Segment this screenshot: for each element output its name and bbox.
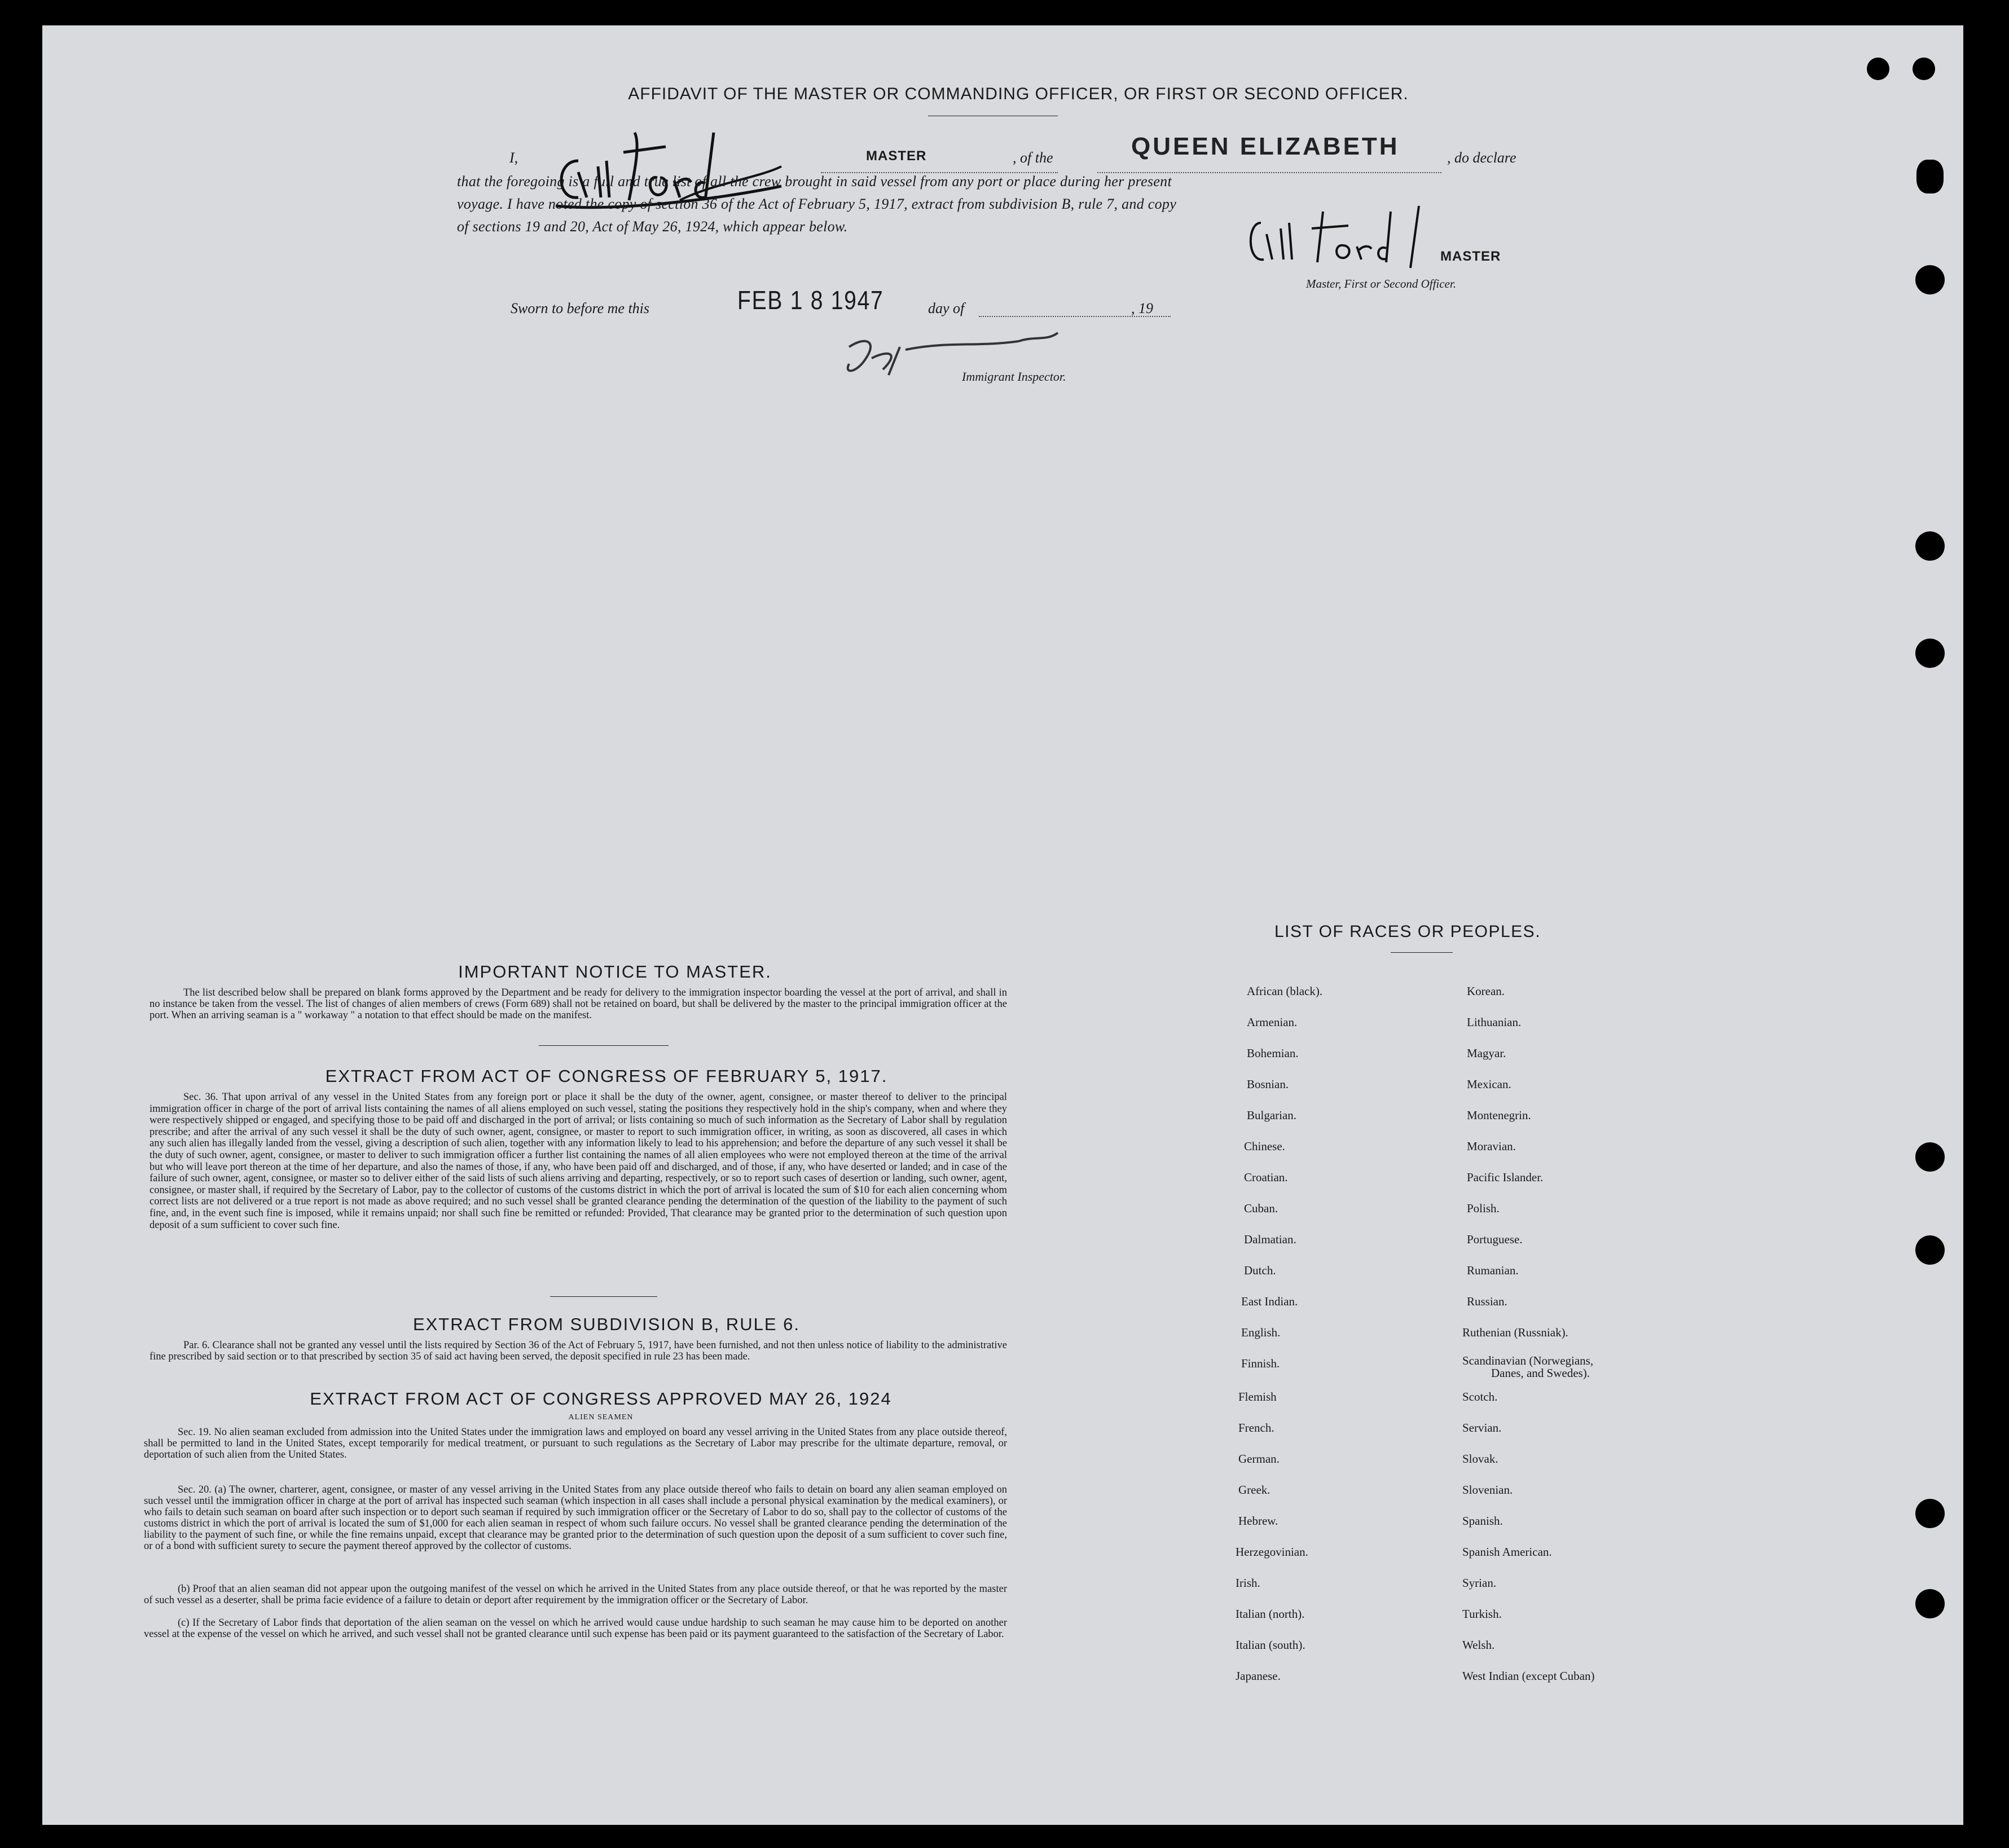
officer-caption: Master, First or Second Officer. (1306, 277, 1456, 291)
races-title: LIST OF RACES OR PEOPLES. (1274, 922, 1541, 941)
binder-hole (1915, 639, 1945, 668)
race-item: East Indian. (1241, 1295, 1298, 1308)
binder-hole (1916, 160, 1944, 193)
declaration-line-4: of sections 19 and 20, Act of May 26, 1924, which appear below. (457, 218, 848, 235)
race-item: African (black). (1247, 984, 1323, 998)
race-item: Rumanian. (1467, 1264, 1519, 1277)
race-item: German. (1238, 1452, 1280, 1466)
race-item: Korean. (1467, 984, 1505, 998)
race-item: Chinese. (1244, 1139, 1285, 1153)
race-item: Syrian. (1462, 1576, 1497, 1590)
race-item: French. (1238, 1421, 1274, 1435)
binder-hole (1915, 1499, 1945, 1528)
binder-hole (1915, 265, 1945, 294)
binder-hole (1915, 1589, 1945, 1618)
race-item: Slovenian. (1462, 1483, 1513, 1497)
document-page (42, 25, 1963, 1825)
races-title-rule (1391, 952, 1453, 953)
extract-1917-title: EXTRACT FROM ACT OF CONGRESS OF FEBRUARY 5, 1917. (325, 1066, 888, 1086)
rule6-body: Par. 6. Clearance shall not be granted any vessel until the lists required by Section 36 of the Act of February 5, 1917, have been furnished, and not then unless notice of liability to the administrative fine prescribed by said section or to that prescribed by section 35 of said act having been served, the deposit specified in rule 23 has been made. (150, 1340, 1007, 1362)
race-item: Spanish. (1462, 1514, 1503, 1528)
extract-1924-title: EXTRACT FROM ACT OF CONGRESS APPROVED MAY 26, 1924 (310, 1389, 892, 1409)
race-item: Servian. (1462, 1421, 1502, 1435)
race-item: Bohemian. (1247, 1046, 1299, 1060)
race-item: Slovak. (1462, 1452, 1498, 1466)
date-stamp: FEB 1 8 1947 (737, 285, 884, 315)
inspector-caption: Immigrant Inspector. (962, 369, 1066, 384)
year-text: , 19 (1131, 300, 1153, 316)
section-divider (539, 1045, 669, 1046)
sec20b-body: (b) Proof that an alien seaman did not appear upon the outgoing manifest of the vessel on which he arrived in the United States from any place outside thereof, or that he was reported by the master of such vessel as a deserter, shall be prima facie evidence of a failure to detain or deport after requirement by the immigration officer or the Secretary of Labor. (144, 1583, 1007, 1606)
race-item: Greek. (1238, 1483, 1271, 1497)
race-item: Scotch. (1462, 1390, 1498, 1403)
race-item: Dalmatian. (1244, 1233, 1296, 1246)
race-item: Bosnian. (1247, 1077, 1289, 1091)
race-item: Montenegrin. (1467, 1108, 1531, 1122)
race-item: Croatian. (1244, 1171, 1288, 1184)
race-item: Polish. (1467, 1202, 1500, 1215)
race-item: English. (1241, 1326, 1281, 1339)
rule6-title: EXTRACT FROM SUBDIVISION B, RULE 6. (412, 1314, 801, 1334)
race-item: Irish. (1236, 1576, 1260, 1590)
day-of-text: day of (928, 300, 965, 316)
race-item: Japanese. (1236, 1669, 1281, 1683)
i-label: I, (509, 149, 518, 166)
race-item: West Indian (except Cuban) (1462, 1669, 1595, 1683)
of-the-text: , of the (1013, 149, 1053, 166)
race-item: Ruthenian (Russniak). (1462, 1326, 1568, 1339)
extract-1924-subtitle: ALIEN SEAMEN (568, 1413, 634, 1422)
race-item: Russian. (1467, 1295, 1507, 1308)
binder-hole (1915, 531, 1945, 561)
do-declare-text: , do declare (1447, 149, 1516, 166)
race-item: Turkish. (1462, 1607, 1502, 1621)
race-item: Cuban. (1244, 1202, 1278, 1215)
affidavit-title: AFFIDAVIT OF THE MASTER OR COMMANDING OFFICER, OR FIRST OR SECOND OFFICER. (628, 85, 1409, 103)
race-item: Flemish (1238, 1390, 1277, 1403)
race-item: Finnish. (1241, 1357, 1280, 1370)
notice-body: The list described below shall be prepared on blank forms approved by the Department and be ready for delivery to the immigration inspector boarding the vessel at the port of arrival, and shall in no instance be taken from the vessel. The list of changes of alien members of crews (Form 689) shall not be retained on board, but shall be delivered by the master to the principal immigration officer at the port. When an arriving seaman is a " workaway " a notation to that effect should be made on the manifest. (150, 987, 1007, 1021)
race-continuation: Danes, and Swedes). (1491, 1366, 1590, 1380)
sworn-label: Sworn to before me this (511, 300, 650, 316)
race-item: Spanish American. (1462, 1545, 1552, 1559)
binder-hole (1915, 1235, 1945, 1265)
race-item: Portuguese. (1467, 1233, 1523, 1246)
race-item: Dutch. (1244, 1264, 1276, 1277)
declaration-line-3: voyage. I have noted the copy of section 36 of the Act of February 5, 1917, extract from subdivision B, rule 7, and copy (457, 196, 1177, 212)
race-item: Armenian. (1247, 1015, 1298, 1029)
race-item: Lithuanian. (1467, 1015, 1522, 1029)
race-item: Pacific Islander. (1467, 1171, 1544, 1184)
binder-hole (1915, 1142, 1945, 1172)
binder-hole (1913, 58, 1935, 80)
race-item: Scandinavian (Norwegians, (1462, 1354, 1594, 1367)
race-item: Italian (north). (1236, 1607, 1305, 1621)
race-item: Welsh. (1462, 1638, 1495, 1652)
vessel-name-stamp: QUEEN ELIZABETH (1131, 133, 1400, 160)
race-item: Herzegovinian. (1236, 1545, 1308, 1559)
race-item: Mexican. (1467, 1077, 1511, 1091)
officer-signature (1244, 200, 1436, 274)
section-divider (550, 1296, 657, 1297)
race-item: Moravian. (1467, 1139, 1516, 1153)
race-item: Hebrew. (1238, 1514, 1278, 1528)
declaration-line-2: that the foregoing is a full and true list of all the crew brought in said vessel from any port or place during her present (457, 173, 1172, 190)
notice-title: IMPORTANT NOTICE TO MASTER. (458, 962, 772, 982)
officer-rank-stamp: MASTER (1440, 249, 1501, 264)
race-item: Italian (south). (1236, 1638, 1305, 1652)
race-item: Magyar. (1467, 1046, 1506, 1060)
sec20c-body: (c) If the Secretary of Labor finds that deportation of the alien seaman on the vessel on which he arrived would cause undue hardship to such seaman he may cause him to be deported on another vessel at the expense of the vessel on which he arrived, and such vessel shall not be granted clearance until such expense has been paid or its payment guaranteed to the satisfaction of the Secretary of Labor. (144, 1617, 1007, 1640)
rank-stamp: MASTER (866, 148, 927, 164)
sec20a-body: Sec. 20. (a) The owner, charterer, agent, consignee, or master of any vessel arriving in the United States from any place outside thereof who fails to detain on board any alien seaman employed on such vessel until the immigration officer in charge at the port of arrival has inspected such seaman (which inspection in all cases shall include a personal physical examination by the medical examiners), or who fails to detain such seaman on board after such inspection or to deport such seaman if required by such immigration officer or the Secretary of Labor to do so, shall pay to the collector of customs of the customs district in which the port of arrival is located the sum of $1,000 for each alien seaman in respect of whom such failure occurs. No vessel shall be granted clearance pending the determination of the liability to the payment of such fine, or while the fine remains unpaid, except that clearance may be granted prior to the determination of such question upon the deposit of a sum sufficient to cover such fine, or of a bond with sufficient surety to secure the payment thereof approved by the collector of customs. (144, 1484, 1007, 1552)
race-item: Bulgarian. (1247, 1108, 1297, 1122)
extract-1917-body: Sec. 36. That upon arrival of any vessel in the United States from any foreign port or place it shall be the duty of the owner, agent, consignee, or master thereof to deliver to the principal immigration officer in charge of the port of arrival lists containing the names of all aliens employed on such vessel, stating the positions they respectively hold in the ship's company, when and where they were respectively shipped or engaged, and specifying those to be paid off and discharged in the port of arrival; or lists containing so much of such information as the Secretary of Labor shall by regulation prescribe; and after the arrival of any such vessel it shall be the duty of such owner, agent, consignee, or master to report to such immigration officer, in writing, as soon as discovered, all cases in which any such alien has illegally landed from the vessel, giving a description of such alien, together with any information likely to lead to his apprehension; and before the departure of any such vessel it shall be the duty of such owner, agent, consignee, or master to deliver to such immigration officer a further list containing the names of all alien employees who were not employed thereon at the time of the arrival but who will leave port thereon at the time of her departure, and also the names of those, if any, who have been paid off and discharged, and of those, if any, who have deserted or landed; and in case of the failure of such owner, agent, consignee, or master so to deliver either of the said lists of such aliens arriving and departing, respectively, or so to report such cases of desertion or landing, such owner, agent, consignee, or master shall, if required by the Secretary of Labor, pay to the collector of customs of the customs district in which the port of arrival is located the sum of $10 for each alien concerning whom correct lists are not delivered or a true report is not made as above required; and no such vessel shall be granted clearance pending the determination of the question of the liability to the payment of such fine, and, in the event such fine is imposed, while it remains unpaid; nor shall such fine be remitted or refunded: Provided, That clearance may be granted prior to the determination of such question upon deposit of a sum sufficient to cover such fine. (150, 1092, 1007, 1231)
sec19-body: Sec. 19. No alien seaman excluded from admission into the United States under the immigration laws and employed on board any vessel arriving in the United States from any place outside thereof, shall be permitted to land in the United States, except temporarily for medical treatment, or pursuant to such regulations as the Secretary of Labor may prescribe for the ultimate departure, removal, or deportation of such alien from the United States. (144, 1427, 1007, 1460)
binder-hole (1867, 58, 1889, 80)
